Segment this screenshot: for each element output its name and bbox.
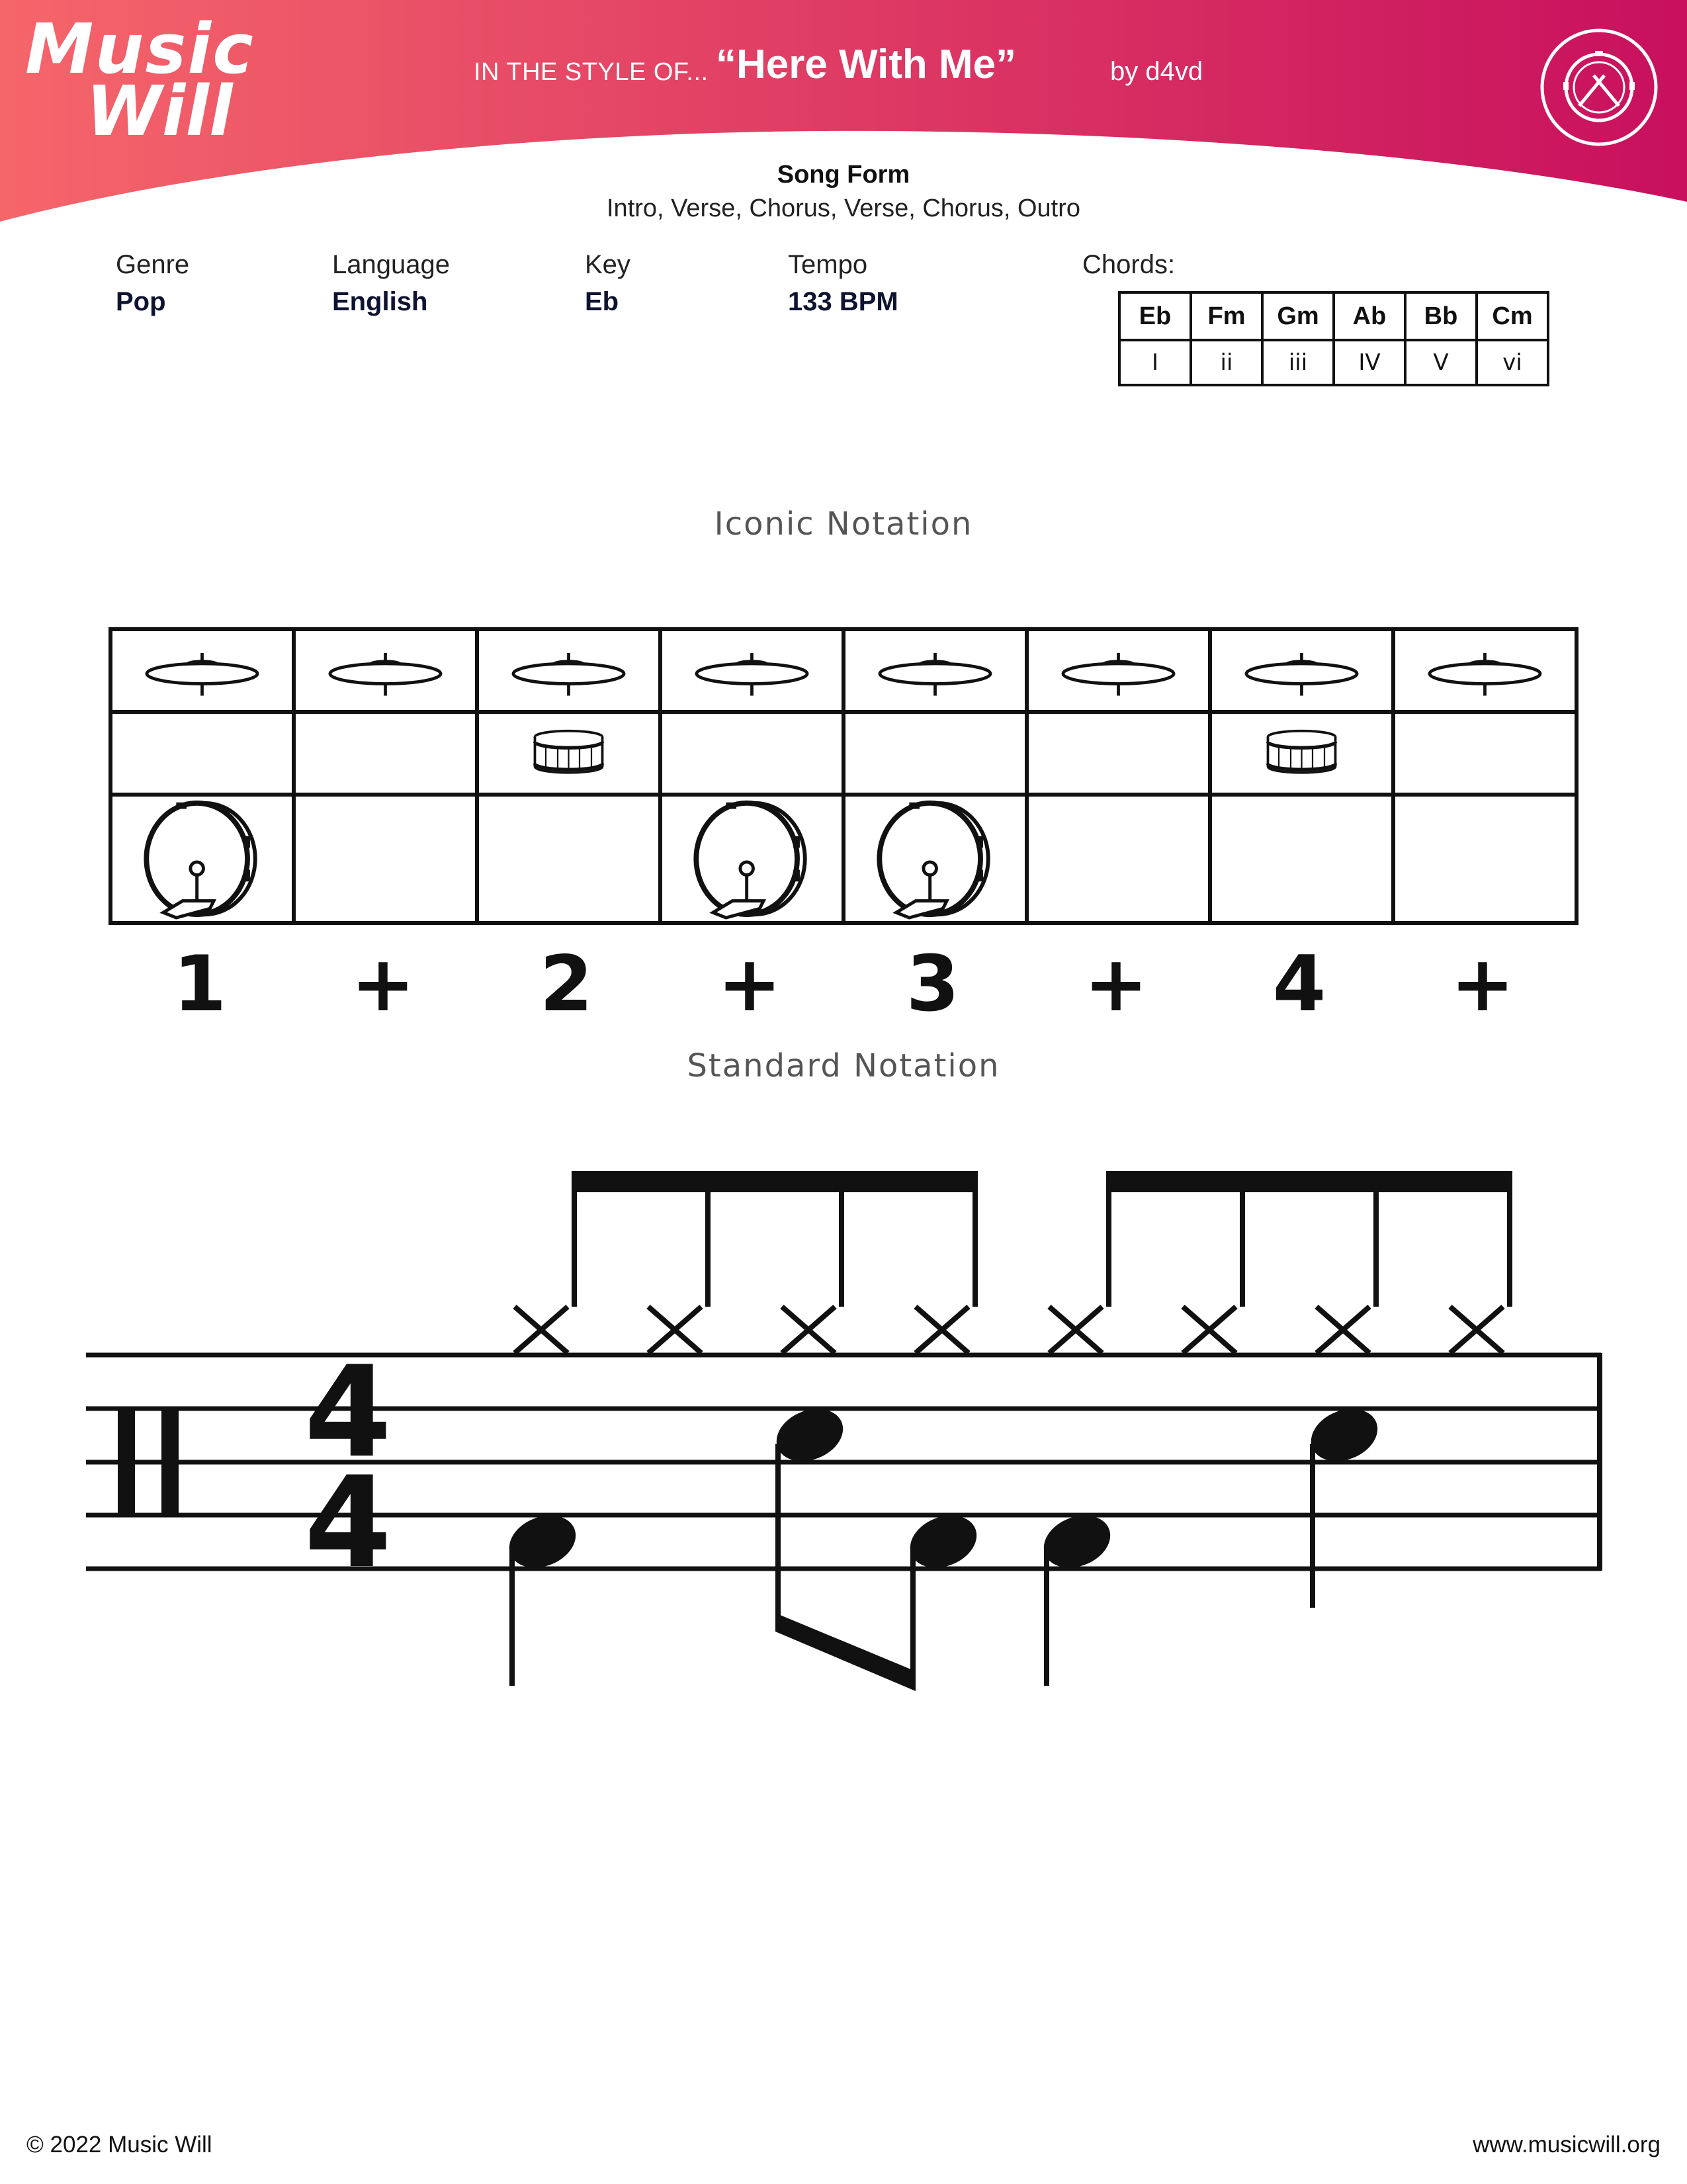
count-label: + [351,939,415,1029]
chord-degree: vi [1477,340,1548,385]
snare-icon [535,731,603,773]
count-label: + [1084,939,1148,1029]
website: www.musicwill.org [1473,2132,1661,2158]
hihat-note [648,1176,708,1353]
snare-note [1303,1399,1385,1608]
bass-note [1036,1506,1118,1686]
chord-name: Fm [1191,292,1262,340]
genre-value: Pop [116,287,166,316]
bass-note [902,1506,984,1686]
chord-name: Cm [1477,292,1548,340]
song-title: “Here With Me” [716,42,1017,87]
drum-badge-icon [1538,26,1660,148]
hihat-note [1183,1176,1242,1353]
count-label: 3 [906,939,960,1029]
chord-degree: IV [1334,340,1405,385]
tempo-value: 133 BPM [788,287,898,316]
standard-notation-title: Standard Notation [687,1047,1000,1084]
hihat-note [1317,1176,1376,1353]
song-artist: by d4vd [1110,57,1203,86]
hihat-note [782,1176,842,1353]
time-signature-bottom: 4 [304,1450,392,1596]
chord-degree: ii [1191,340,1262,385]
bass-drum-icon [879,803,988,918]
song-form-value: Intro, Verse, Chorus, Verse, Chorus, Outro [607,195,1080,222]
snare-icon [1268,731,1336,773]
language-value: English [332,287,428,316]
chord-degree: V [1405,340,1477,385]
music-will-logo: Music Will [25,9,255,152]
style-prefix: IN THE STYLE OF... [474,58,709,86]
chords-label: Chords: [1082,250,1176,279]
hihat-note [1049,1176,1109,1353]
chord-name: Ab [1334,292,1405,340]
song-form-title: Song Form [777,161,910,189]
standard-notation-staff [0,1125,1687,1720]
key-label: Key [585,250,630,279]
snare-bass-beam [775,1613,916,1691]
genre-label: Genre [116,250,190,279]
key-value: Eb [585,287,619,316]
language-label: Language [332,250,450,279]
count-label: 4 [1272,939,1326,1029]
count-label: + [1450,939,1515,1029]
bass-note [501,1506,584,1686]
iconic-notation-title: Iconic Notation [714,505,973,543]
time-signature-top: 4 [304,1339,392,1485]
copyright: © 2022 Music Will [26,2132,212,2158]
hihat-beam [1106,1171,1512,1192]
count-label: 1 [173,939,227,1029]
chord-degree: iii [1262,340,1334,385]
count-label: 2 [539,939,593,1029]
snare-note [769,1399,851,1620]
count-label: + [717,939,782,1029]
chord-table [1118,291,1549,386]
hihat-note [916,1176,975,1353]
chord-name: Gm [1262,292,1334,340]
bass-drum-icon [696,803,804,918]
chord-name: Bb [1405,292,1477,340]
hihat-beam [572,1171,978,1192]
tempo-label: Tempo [788,250,868,279]
hihat-note [1450,1176,1510,1353]
iconic-notation-grid [108,627,1579,925]
bass-drum-icon [146,803,255,918]
hihat-note [515,1176,574,1353]
chord-name: Eb [1119,292,1191,340]
chord-degree: I [1119,340,1191,385]
